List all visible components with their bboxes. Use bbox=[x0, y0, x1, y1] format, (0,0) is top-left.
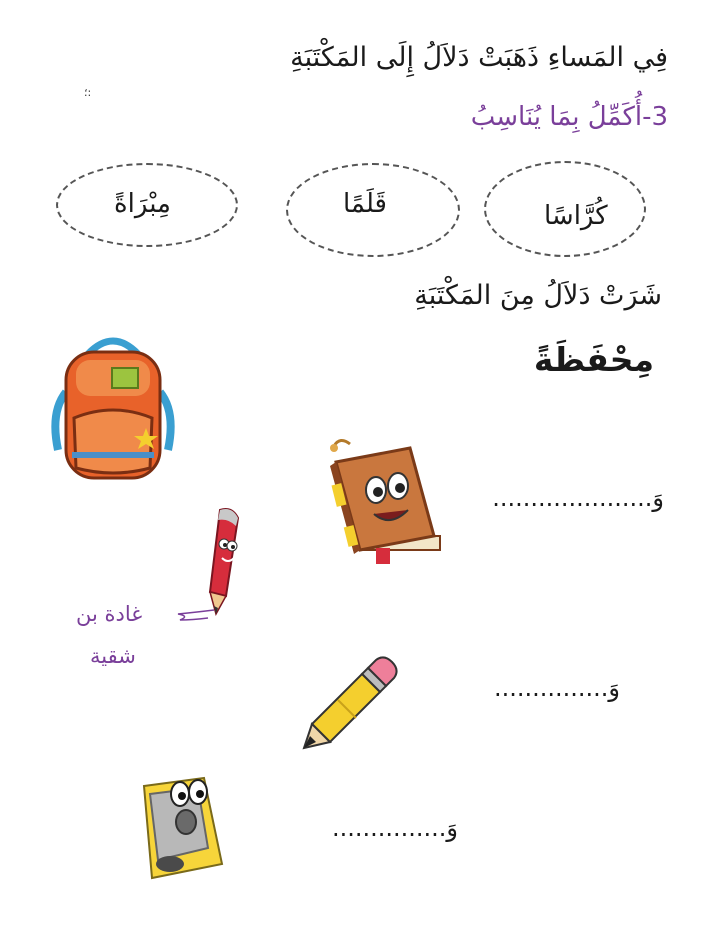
signature-flourish bbox=[168, 606, 216, 626]
word-option-label: كُرَّاسًا bbox=[544, 201, 608, 231]
question-heading: 3-أُكَمِّلُ بِمَا يُنَاسِبُ bbox=[470, 102, 668, 132]
sentence-bought: شَرَتْ دَلاَلُ مِنَ المَكْتَبَةِ bbox=[414, 280, 662, 311]
word-option-pen bbox=[286, 163, 460, 257]
signature-line-1: غادة بن bbox=[76, 602, 143, 626]
book-illustration bbox=[320, 436, 442, 564]
red-pencil-illustration bbox=[198, 504, 246, 616]
word-option-sharpener bbox=[56, 163, 238, 247]
answer-blank-1[interactable]: وَ..................... bbox=[492, 484, 664, 512]
backpack-illustration bbox=[48, 332, 178, 484]
word-option-label: مِبْرَاةً bbox=[114, 189, 171, 219]
answer-blank-3[interactable]: وَ............... bbox=[331, 814, 458, 842]
word-option-notebook bbox=[484, 161, 646, 257]
sentence-evening-library: فِي المَساءِ ذَهَبَتْ دَلاَلُ إِلَى المَكْتَبَةِ bbox=[290, 42, 668, 73]
sharpener-illustration bbox=[134, 764, 228, 888]
word-option-label: قَلَمًا bbox=[343, 189, 387, 219]
signature-line-2: شقية bbox=[90, 644, 136, 668]
first-item-word: مِحْفَظَةً bbox=[533, 340, 654, 379]
yellow-pencil-illustration bbox=[300, 652, 404, 750]
stray-mark: ؛: bbox=[84, 86, 92, 99]
answer-blank-2[interactable]: وَ............... bbox=[493, 674, 620, 702]
